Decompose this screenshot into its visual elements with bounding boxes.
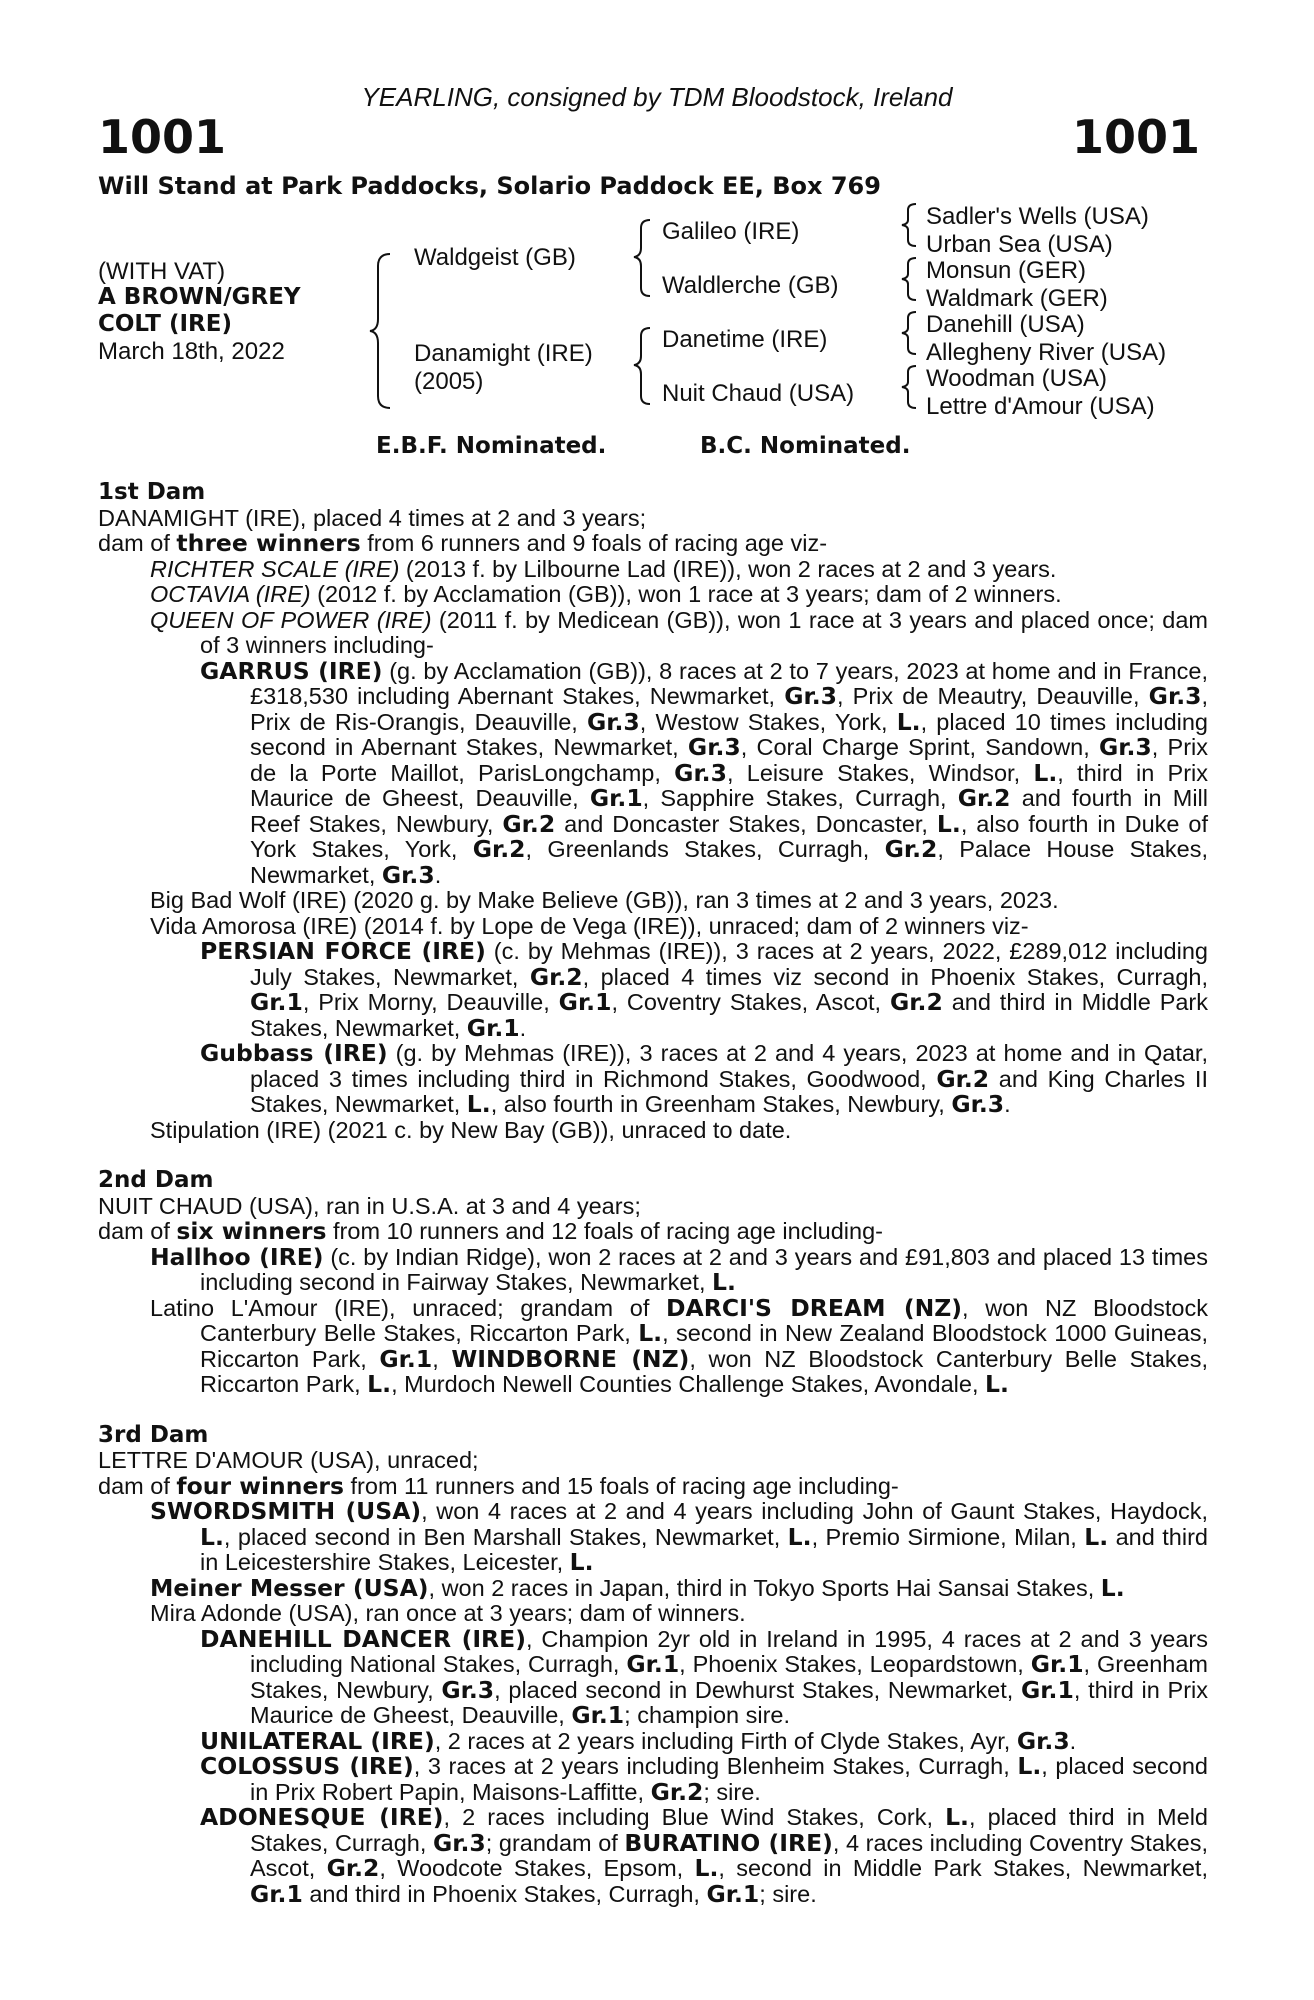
bold-text: Gr.3 [1016,1726,1070,1755]
ebf-nomination: E.B.F. Nominated. [376,433,607,459]
dam: Danamight (IRE) [414,340,593,367]
record-entry [98,1573,1208,1602]
record-entry [98,1242,1208,1296]
bold-text: Gr.3 [674,758,727,787]
vat-note: (WITH VAT) [98,258,226,285]
bold-text: Gr.2 [502,809,556,838]
text: dam of [98,1218,177,1244]
ancestor-8: Lettre d'Amour (USA) [926,393,1155,420]
text: and fourth in Mill Reef Stakes, Newbury, [250,785,1209,837]
text: , won 4 races at 2 and 4 years including John of Gaunt Stakes, Haydock, [421,1498,1208,1524]
text: , [432,1345,452,1372]
bold-text: L. [694,1854,719,1882]
bold-text: WINDBORNE (NZ) [451,1344,690,1373]
italic-text: QUEEN OF POWER (IRE) [150,606,432,633]
text: (2013 f. by Lilbourne Lad (IRE)), won 2 races at 2 and 3 years. [399,555,1057,582]
bold-text: three winners [176,529,361,557]
bold-text: Gr.1 [1021,1675,1074,1704]
text: , Sapphire Stakes, Curragh, [642,785,958,811]
bold-text: GARRUS (IRE) [200,656,383,685]
ancestor-2: Urban Sea (USA) [926,231,1113,258]
text: ; sire. [703,1778,761,1805]
dam-dam: Nuit Chaud (USA) [662,380,855,407]
text: ; sire. [759,1880,817,1907]
bold-text: six winners [176,1217,327,1245]
bold-text: L. [1084,1522,1109,1551]
bold-text: Gr.3 [784,682,838,710]
text: (2012 f. by Acclamation (GB)), won 1 race at 3 years; dam of 2 winners. [310,581,1062,607]
text: , 3 races at 2 years including Blenheim Stakes, Curragh, [413,1753,1018,1779]
bold-text: Gr.1 [571,1701,625,1729]
lot-number-right: 1001 [1071,110,1200,164]
ancestor-6: Allegheny River (USA) [926,339,1167,366]
text: . [1069,1727,1077,1754]
text: (c. by Mehmas (IRE)), 3 races at 2 years, 2022, £289,012 including July Stakes, Newmarket, [250,938,1208,990]
text: , also fourth in Greenham Stakes, Newbury, [490,1091,952,1117]
text: . [1004,1091,1011,1117]
record-entry [98,557,1208,583]
text: (g. by Acclamation (GB)), 8 races at 2 to 7 years, 2023 at home and in France, £318,530 including Abernant Stakes, Newmarket, [250,657,1209,709]
bold-text: DARCI'S DREAM (NZ) [666,1293,963,1322]
text: LETTRE D'AMOUR (USA), unraced; [98,1447,479,1473]
bold-text: L. [1017,1752,1042,1780]
bold-text: four winners [176,1471,344,1500]
record-entry [98,1601,1208,1627]
bold-text: L. [896,707,921,736]
text: , also fourth in Duke of York Stakes, York, [250,810,1209,862]
record-entry [98,1194,1208,1220]
text: dam of [98,1472,177,1499]
pedigree-brace-2 [632,218,654,298]
text: , second in New Zealand Bloodstock 1000 Guineas, Riccarton Park, [200,1320,1208,1372]
text: Big Bad Wolf (IRE) (2020 g. by Make Believe (GB)), ran 3 times at 2 and 3 years, 2023. [150,887,1059,913]
text: from 6 runners and 9 foals of racing age viz- [360,530,828,556]
text: , placed 10 times including second in Abernant Stakes, Newmarket, [250,708,1208,760]
bold-text: BURATINO (IRE) [624,1828,833,1857]
sire: Waldgeist (GB) [414,244,576,271]
ancestor-4: Waldmark (GER) [926,285,1108,312]
ancestor-3: Monsun (GER) [926,257,1087,284]
record-entry [98,1448,1208,1474]
bold-text: L. [945,1803,969,1831]
sire-sire: Galileo (IRE) [662,218,800,245]
pedigree-brace-7 [900,364,920,410]
bold-text: L. [936,809,961,838]
bold-text: Gr.2 [472,835,526,863]
bold-text: Gr.3 [687,733,741,761]
bold-text: Gr.3 [441,1675,495,1704]
record-entry [98,1499,1208,1576]
text: , second in Middle Park Stakes, Newmarket, [718,1855,1208,1881]
sire-dam: Waldlerche (GB) [662,272,839,299]
record-entry [98,1118,1208,1144]
text: and Doncaster Stakes, Doncaster, [555,810,937,837]
text: , Prix de Meautry, Deauville, [837,683,1149,709]
bold-text: COLOSSUS (IRE) [200,1752,414,1780]
text: , won 2 races in Japan, third in Tokyo Sports Hai Sansai Stakes, [428,1574,1101,1601]
text: (2011 f. by Medicean (GB)), won 1 race at 3 years and placed once; dam of 3 winners including- [200,606,1208,658]
bold-text: DANEHILL DANCER (IRE) [200,1624,526,1653]
ancestor-1: Sadler's Wells (USA) [926,203,1149,230]
record-entry [98,582,1208,608]
text: . [519,1014,527,1041]
bold-text: Hallhoo (IRE) [150,1242,324,1271]
text: from 10 runners and 12 foals of racing age including- [326,1218,883,1244]
bold-text: Gr.2 [884,835,938,863]
text: DANAMIGHT (IRE), placed 4 times at 2 and 3 years; [98,504,647,531]
bold-text: Gr.2 [650,1777,704,1806]
horse-description-1: A BROWN/GREY [98,284,301,310]
section-gap [98,1398,1208,1423]
text: , 2 races including Blue Wind Stakes, Cork, [443,1804,946,1830]
text: , Greenlands Stakes, Curragh, [525,836,885,862]
section-gap [98,1143,1208,1168]
text: ; champion sire. [624,1702,791,1728]
pedigree-brace-6 [900,310,920,356]
record-entry [98,531,1208,557]
section-heading: 2nd Dam [98,1167,214,1193]
italic-text: RICHTER SCALE (IRE) [150,555,400,582]
text: , placed third in Meld Stakes, Curragh, [250,1804,1208,1856]
text: , placed 4 times viz second in Phoenix Stakes, Curragh, [582,963,1208,990]
text: , Prix Morny, Deauville, [302,989,559,1015]
section-heading: 1st Dam [98,479,206,505]
text: and third in Leicestershire Stakes, Leicester, [200,1523,1208,1575]
text: Latino L'Amour (IRE), unraced; grandam of [150,1294,667,1321]
bold-text: Gr.3 [381,860,435,889]
bold-text: Gubbass (IRE) [200,1039,388,1067]
text: , placed second in Dewhurst Stakes, Newmarket, [494,1676,1022,1703]
dam-year: (2005) [414,368,484,395]
bold-text: L. [638,1319,663,1347]
bold-text: L. [200,1522,224,1551]
text: ; grandam of [485,1829,625,1856]
text: and third in Phoenix Stakes, Curragh, [302,1880,707,1907]
bold-text: Gr.1 [626,1650,680,1678]
record-entry [98,888,1208,914]
bold-text: Gr.2 [889,988,943,1016]
bold-text: Gr.1 [379,1344,433,1373]
text: , Prix de la Porte Maillot, ParisLongchamp, [250,734,1208,786]
text: , 4 races including Coventry Stakes, Ascot, [250,1829,1208,1881]
bold-text: Gr.2 [957,784,1011,812]
bold-text: SWORDSMITH (USA) [150,1497,422,1525]
text: (g. by Mehmas (IRE)), 3 races at 2 and 4 years, 2023 at home and in Qatar, placed 3 times including third in Richmond Stakes, Goodwood, [250,1040,1208,1092]
ancestor-5: Danehill (USA) [926,311,1085,338]
bold-text: ADONESQUE (IRE) [200,1803,444,1831]
bold-text: Gr.1 [250,988,303,1016]
text: , third in Prix Maurice de Gheest, Deauville, [250,1676,1208,1728]
consignment-line: YEARLING, consigned by TDM Bloodstock, Ireland [361,82,953,112]
text: , Murdoch Newell Counties Challenge Stakes, Avondale, [391,1371,986,1397]
record-entry [98,1219,1208,1245]
bold-text: Gr.1 [589,784,643,812]
record-entry [98,1805,1208,1907]
stand-location: Will Stand at Park Paddocks, Solario Paddock EE, Box 769 [98,172,881,200]
bold-text: PERSIAN FORCE (IRE) [200,937,486,965]
text: , Coral Charge Sprint, Sandown, [740,734,1099,760]
record-entry [98,656,1209,889]
text: , Woodcote Stakes, Epsom, [379,1855,695,1881]
bold-text: L. [367,1370,392,1398]
text: , placed second in Ben Marshall Stakes, Newmarket, [223,1523,788,1550]
horse-description-2: COLT (IRE) [98,311,232,337]
text: , third in Prix Maurice de Gheest, Deauville, [250,759,1209,811]
text: , Phoenix Stakes, Leopardstown, [679,1651,1031,1677]
bold-text: Gr.1 [250,1879,303,1908]
text: Stipulation (IRE) (2021 c. by New Bay (GB)), unraced to date. [150,1116,792,1143]
bold-text: Meiner Messer (USA) [150,1573,429,1602]
bold-text: L. [569,1548,594,1576]
bold-text: Gr.1 [558,988,612,1016]
text: . [434,861,442,888]
record-entry [98,1471,1208,1500]
ancestor-7: Woodman (USA) [926,365,1107,392]
text: , Westow Stakes, York, [639,708,897,735]
record-entry [98,1754,1208,1805]
text: , Premio Sirmione, Milan, [811,1523,1085,1550]
record-entry [98,1293,1208,1398]
text: dam of [98,530,177,556]
text: , Coventry Stakes, Ascot, [611,989,890,1015]
dam-sire: Danetime (IRE) [662,326,828,353]
text: and third in Middle Park Stakes, Newmarket, [250,989,1209,1041]
section-heading: 3rd Dam [98,1421,209,1448]
text: , Palace House Stakes, Newmarket, [250,836,1208,888]
record-entry [98,1041,1208,1118]
pedigree-brace-1 [368,252,394,410]
bold-text: L. [1100,1573,1125,1602]
bc-nomination: B.C. Nominated. [700,433,911,459]
record-entry [98,939,1208,1041]
pedigree-brace-5 [900,256,920,302]
bold-text: UNILATERAL (IRE) [200,1726,435,1755]
bold-text: Gr.1 [466,1013,520,1042]
bold-text: Gr.3 [951,1090,1005,1118]
pedigree-brace-3 [632,326,654,406]
bold-text: L. [985,1370,1009,1398]
text: and King Charles II Stakes, Newmarket, [250,1065,1208,1117]
text: Vida Amorosa (IRE) (2014 f. by Lope de Vega (IRE)), unraced; dam of 2 winners viz- [150,912,1029,939]
foaling-date: March 18th, 2022 [98,338,285,365]
bold-text: L. [1033,758,1058,787]
lot-number-left: 1001 [98,110,227,164]
text: , Leisure Stakes, Windsor, [726,759,1034,786]
text: , Champion 2yr old in Ireland in 1995, 4 races at 2 and 3 years including National Stakes, Curragh, [250,1625,1208,1677]
bold-text: L. [712,1268,736,1296]
bold-text: Gr.3 [1098,733,1152,761]
text: Mira Adonde (USA), ran once at 3 years; dam of winners. [150,1600,746,1626]
record-entry [98,506,1208,532]
bold-text: Gr.2 [326,1854,380,1882]
bold-text: L. [787,1522,812,1551]
bold-text: Gr.1 [1030,1650,1084,1678]
bold-text: Gr.3 [1148,682,1202,710]
bold-text: Gr.1 [706,1879,760,1908]
bold-text: Gr.2 [936,1064,990,1093]
pedigree-brace-4 [900,202,920,248]
text: (c. by Indian Ridge), won 2 races at 2 and 3 years and £91,803 and placed 13 times including second in Fairway Stakes, Newmarket, [200,1243,1208,1295]
bold-text: Gr.2 [529,962,583,991]
bold-text: Gr.3 [586,707,640,736]
record-entry [98,608,1208,659]
text: , Prix de Ris-Orangis, Deauville, [250,683,1209,735]
text: from 11 runners and 15 foals of racing age including- [344,1472,899,1499]
text: , won NZ Bloodstock Canterbury Belle Stakes, Riccarton Park, [200,1294,1208,1346]
text: , placed second in Prix Robert Papin, Maisons-Laffitte, [250,1753,1208,1805]
record-entry [98,914,1208,940]
text: NUIT CHAUD (USA), ran in U.S.A. at 3 and 4 years; [98,1192,641,1219]
italic-text: OCTAVIA (IRE) [150,581,311,607]
text: , Greenham Stakes, Newbury, [250,1651,1208,1703]
record-entry [98,1726,1208,1755]
produce-record [98,480,1208,1907]
text: , 2 races at 2 years including Firth of Clyde Stakes, Ayr, [434,1727,1017,1754]
bold-text: Gr.3 [432,1828,486,1857]
bold-text: L. [466,1090,491,1118]
record-entry [98,1624,1208,1729]
text: , won NZ Bloodstock Canterbury Belle Stakes, Riccarton Park, [200,1345,1208,1397]
